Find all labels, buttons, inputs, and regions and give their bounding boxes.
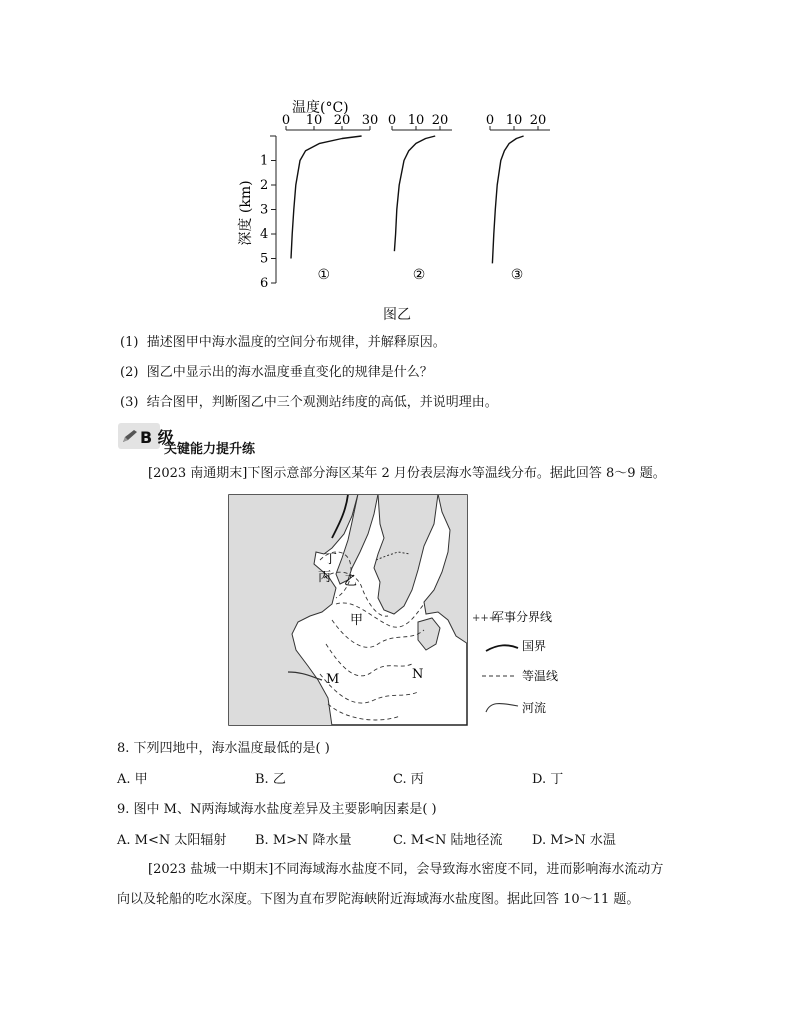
x-tick-label: 20 bbox=[431, 113, 449, 128]
label-bing: 丙 bbox=[318, 570, 332, 585]
intro-10-11-line2: 向以及轮船的吃水深度。下图为直布罗陀海峡附近海域海水盐度图。据此回答 10～11 题。 bbox=[117, 892, 640, 907]
x-tick-label: 10 bbox=[505, 113, 523, 128]
question-2: (2) 图乙中显示出的海水温度垂直变化的规律是什么？ bbox=[120, 365, 433, 380]
temperature-profile-line bbox=[394, 136, 435, 251]
x-tick-label: 20 bbox=[529, 113, 547, 128]
y-tick-label: 5 bbox=[260, 251, 269, 267]
legend-border: 国界 bbox=[522, 639, 547, 653]
question-3: (3) 结合图甲，判断图乙中三个观测站纬度的高低，并说明理由。 bbox=[120, 395, 498, 410]
pencil-icon bbox=[121, 428, 139, 444]
legend-river: 河流 bbox=[522, 701, 547, 715]
x-tick-label: 20 bbox=[333, 113, 351, 128]
x-tick-label: 0 bbox=[387, 113, 397, 128]
station-label: ① bbox=[317, 267, 331, 283]
temperature-profile-line bbox=[492, 136, 523, 263]
legend-military: 军事分界线 bbox=[492, 610, 553, 624]
y-axis-title: 深度 (km) bbox=[238, 180, 254, 246]
station-label: ② bbox=[412, 267, 426, 283]
y-tick-label: 4 bbox=[260, 227, 269, 242]
question-9-stem: 9. 图中 M、N两海域海水盐度差异及主要影响因素是( ) bbox=[117, 802, 437, 817]
x-axis-title: 温度(°C) bbox=[292, 100, 349, 116]
q9-option-b[interactable]: B. M>N 降水量 bbox=[255, 833, 352, 848]
y-tick-label: 6 bbox=[260, 276, 269, 291]
label-n: N bbox=[412, 667, 424, 682]
q9-option-a[interactable]: A. M<N 太阳辐射 bbox=[117, 833, 227, 848]
question-1: (1) 描述图甲中海水温度的空间分布规律，并解释原因。 bbox=[120, 335, 446, 350]
y-tick-label: 3 bbox=[260, 202, 269, 218]
temperature-depth-chart bbox=[230, 95, 570, 295]
y-tick-label: 2 bbox=[260, 178, 269, 193]
label-yi: 乙 bbox=[344, 574, 358, 589]
intro-8-9: [2023 南通期末]下图示意部分海区某年 2 月份表层海水等温线分布。据此回答 8～9 题。 bbox=[148, 466, 666, 481]
military-line-symbol: +++ bbox=[472, 613, 498, 624]
x-tick-label: 0 bbox=[485, 113, 495, 128]
figure-caption: 图乙 bbox=[383, 307, 411, 323]
q9-option-d[interactable]: D. M>N 水温 bbox=[532, 833, 616, 848]
label-jia: 甲 bbox=[350, 613, 364, 628]
intro-10-11-line1: [2023 盐城一中期末]不同海域海水盐度不同，会导致海水密度不同，进而影响海水流动方 bbox=[148, 862, 664, 877]
q8-option-a[interactable]: A. 甲 bbox=[117, 772, 148, 787]
section-title: 关键能力提升练 bbox=[164, 442, 256, 457]
q8-option-d[interactable]: D. 丁 bbox=[532, 772, 564, 787]
sea-temperature-map bbox=[228, 494, 568, 728]
label-m: M bbox=[326, 672, 340, 687]
river-symbol bbox=[486, 704, 518, 712]
x-tick-label: 10 bbox=[407, 113, 425, 128]
q8-option-b[interactable]: B. 乙 bbox=[255, 772, 286, 787]
legend-isotherm: 等温线 bbox=[522, 669, 559, 683]
border-symbol bbox=[486, 645, 518, 651]
q8-option-c[interactable]: C. 丙 bbox=[393, 772, 424, 787]
y-tick-label: 1 bbox=[260, 153, 269, 169]
label-ding: 丁 bbox=[324, 552, 338, 567]
q9-option-c[interactable]: C. M<N 陆地径流 bbox=[393, 833, 503, 848]
x-tick-label: 30 bbox=[361, 113, 379, 128]
x-tick-label: 10 bbox=[305, 113, 323, 128]
station-label: ③ bbox=[510, 267, 524, 283]
temperature-profile-line bbox=[291, 136, 362, 259]
x-tick-label: 0 bbox=[281, 113, 291, 128]
question-8-stem: 8. 下列四地中，海水温度最低的是( ) bbox=[117, 741, 330, 756]
level-badge-label: B 级 bbox=[140, 428, 174, 447]
